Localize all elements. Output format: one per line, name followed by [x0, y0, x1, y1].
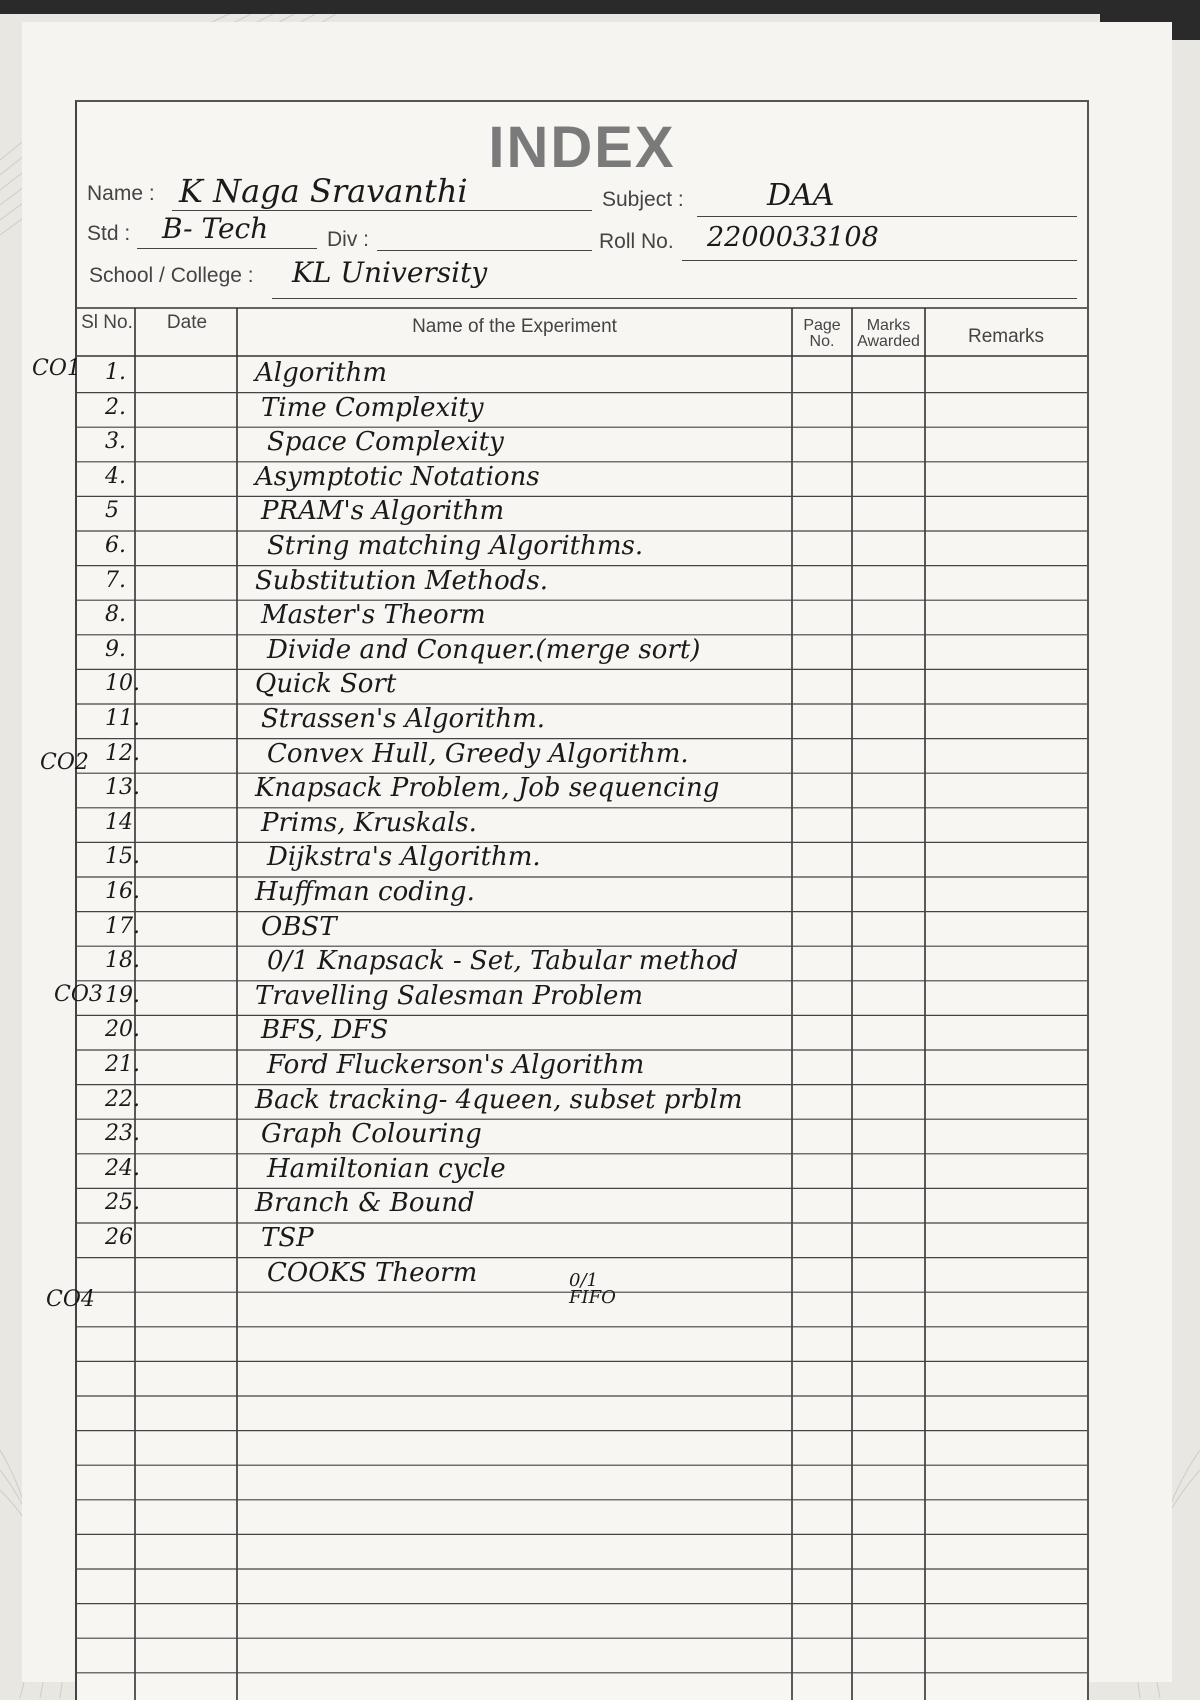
row-serial-number: 11.	[105, 706, 140, 731]
row-experiment-name: Algorithm	[255, 358, 387, 388]
table-row	[77, 981, 1087, 1017]
subject-value: DAA	[767, 178, 835, 213]
index-sheet	[75, 100, 1089, 1700]
table-row	[77, 1050, 1087, 1086]
school-value: KL University	[292, 256, 488, 289]
row-serial-number: 20.	[105, 1017, 140, 1043]
row-serial-number: 17.	[105, 913, 140, 939]
row-experiment-name: Substitution Methods.	[255, 565, 549, 596]
table-row	[77, 600, 1087, 636]
std-value: B- Tech	[162, 212, 269, 245]
row-experiment-name: Master's Theorm	[261, 600, 486, 631]
row-serial-number: 14	[105, 809, 133, 835]
row-serial-number: 1.	[105, 360, 126, 385]
table-row	[77, 1085, 1087, 1121]
col-marks-line2: Awarded	[857, 333, 920, 350]
table-row	[77, 1015, 1087, 1051]
row-serial-number: 6.	[105, 533, 126, 558]
table-row	[77, 1119, 1087, 1155]
row-serial-number: 13.	[105, 775, 140, 801]
row-serial-number: 12.	[105, 740, 140, 766]
row-serial-number: 2.	[105, 394, 126, 420]
row-serial-number: 21.	[105, 1052, 140, 1077]
row-serial-number: 23.	[105, 1121, 140, 1147]
row-experiment-name: 0/1 Knapsack - Set, Tabular method	[267, 946, 739, 977]
table-row	[77, 393, 1087, 429]
table-row	[77, 773, 1087, 809]
branch-note-bottom: FIFO	[569, 1287, 616, 1308]
row-experiment-name: Asymptotic Notations	[255, 461, 540, 492]
table-row	[77, 1154, 1087, 1190]
row-serial-number: 22.	[105, 1086, 140, 1112]
row-serial-number: 16.	[105, 879, 140, 904]
row-serial-number: 7.	[105, 567, 126, 593]
school-label: School / College :	[89, 264, 254, 287]
row-experiment-name: OBST	[261, 911, 337, 942]
row-experiment-name: Dijkstra's Algorithm.	[267, 842, 541, 873]
col-date: Date	[166, 312, 208, 333]
row-serial-number: 3.	[105, 429, 126, 455]
branch-note	[569, 1272, 616, 1306]
row-serial-number: 8.	[105, 602, 126, 628]
table-row	[77, 496, 1087, 532]
row-experiment-name: Convex Hull, Greedy Algorithm.	[267, 738, 689, 769]
row-experiment-name: Divide and Conquer.(merge sort)	[267, 634, 701, 665]
row-serial-number: 18.	[105, 948, 140, 974]
table-row	[77, 358, 1087, 394]
margin-co1: CO1	[32, 356, 81, 381]
branch-note-top: 0/1	[569, 1270, 598, 1291]
name-label: Name :	[87, 182, 155, 205]
row-experiment-name: Back tracking- 4queen, subset prblm	[255, 1084, 743, 1115]
table-row	[77, 808, 1087, 844]
col-remarks: Remarks	[967, 326, 1044, 347]
col-experiment: Name of the Experiment	[412, 316, 617, 337]
row-experiment-name: Branch & Bound	[255, 1188, 475, 1219]
index-title: INDEX	[488, 115, 676, 180]
table-row	[77, 1188, 1087, 1224]
table-row	[77, 704, 1087, 740]
row-serial-number: 15.	[105, 844, 140, 870]
row-experiment-name: Graph Colouring	[261, 1119, 482, 1150]
margin-co2: CO2	[40, 750, 89, 775]
row-serial-number: 24.	[105, 1155, 140, 1181]
table-row	[77, 462, 1087, 498]
row-experiment-name: Space Complexity	[267, 427, 504, 458]
col-marks-line1: Marks	[866, 317, 911, 334]
table-row	[77, 912, 1087, 948]
row-serial-number: 5	[105, 498, 119, 524]
row-serial-number: 19.	[105, 982, 140, 1008]
table-row	[77, 877, 1087, 913]
subject-label: Subject :	[602, 188, 684, 211]
row-serial-number: 10.	[105, 671, 140, 697]
roll-no-label: Roll No.	[599, 230, 674, 253]
row-experiment-name: Time Complexity	[261, 392, 484, 423]
table-row	[77, 635, 1087, 671]
table-row	[77, 669, 1087, 705]
row-serial-number: 25.	[105, 1190, 140, 1216]
row-experiment-name: Travelling Salesman Problem	[255, 980, 644, 1011]
row-experiment-name: COOKS Theorm	[267, 1257, 478, 1288]
std-label: Std :	[87, 222, 131, 245]
row-experiment-name: Strassen's Algorithm.	[261, 704, 546, 734]
table-row	[77, 427, 1087, 463]
margin-co3: CO3	[54, 982, 103, 1007]
table-row	[77, 946, 1087, 982]
row-serial-number: 9.	[105, 636, 126, 662]
table-row	[77, 739, 1087, 775]
row-experiment-name: Hamiltonian cycle	[267, 1153, 506, 1184]
row-experiment-name: Huffman coding.	[255, 877, 475, 907]
row-experiment-name: Quick Sort	[255, 669, 397, 700]
col-sl-no: Sl No.	[81, 312, 133, 333]
col-page-no-line1: Page	[803, 317, 841, 334]
row-experiment-name: PRAM's Algorithm	[261, 496, 505, 527]
row-experiment-name: BFS, DFS	[261, 1015, 389, 1046]
table-row	[77, 842, 1087, 878]
row-experiment-name: Ford Fluckerson's Algorithm	[267, 1050, 645, 1080]
row-experiment-name: Knapsack Problem, Job sequencing	[255, 773, 720, 804]
col-page-no	[792, 318, 852, 350]
roll-no-value: 2200033108	[707, 222, 879, 253]
col-page-no-line2: No.	[809, 333, 835, 350]
name-value: K Naga Sravanthi	[179, 172, 468, 210]
row-serial-number: 4.	[105, 463, 126, 489]
table-row	[77, 566, 1087, 602]
row-serial-number: 26	[105, 1225, 133, 1250]
table-row	[77, 1223, 1087, 1259]
margin-co4: CO4	[46, 1287, 95, 1312]
div-label: Div :	[327, 228, 369, 251]
col-marks	[852, 318, 925, 350]
row-experiment-name: TSP	[261, 1223, 314, 1253]
row-experiment-name: Prims, Kruskals.	[261, 807, 477, 838]
row-experiment-name: String matching Algorithms.	[267, 531, 644, 561]
table-row	[77, 531, 1087, 567]
